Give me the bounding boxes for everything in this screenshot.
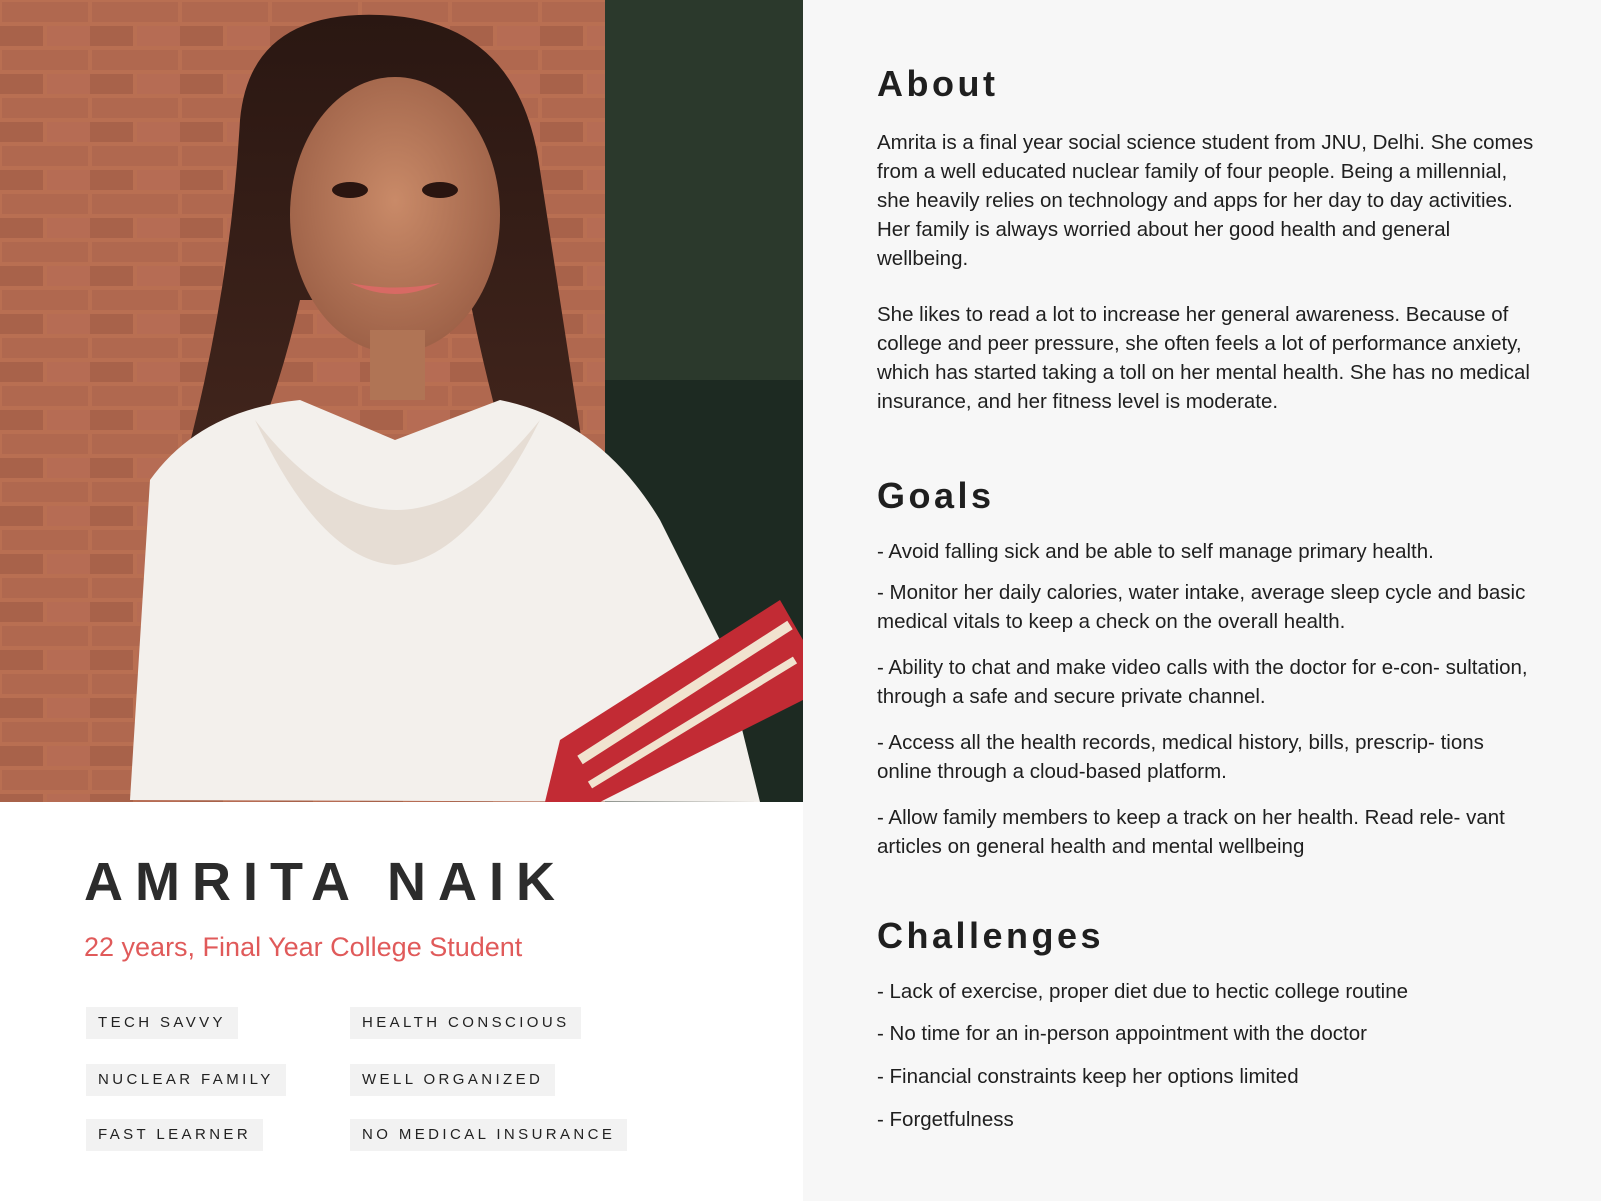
challenge-item: - Forgetfulness [877, 1108, 1014, 1131]
goal-item: - Allow family members to keep a track on her health. Read rele- vant articles on general health and mental wellbeing [877, 806, 1505, 858]
persona-subtitle: 22 years, Final Year College Student [84, 932, 523, 962]
about-paragraph: She likes to read a lot to increase her general awareness. Because of college and peer pressure, she often feels a lot of performance anxiety, which has started taking a toll on her mental health. She has no medical insurance, and her fitness level is moderate. [877, 303, 1530, 413]
challenge-item: - No time for an in-person appointment with the doctor [877, 1022, 1367, 1045]
challenges-heading: Challenges [877, 915, 1105, 956]
persona-photo [0, 0, 803, 802]
challenge-item: - Financial constraints keep her options limited [877, 1065, 1299, 1088]
goals-heading: Goals [877, 475, 995, 516]
persona-name: AMRITA NAIK [84, 852, 567, 912]
persona-tags [86, 1007, 686, 1167]
goal-item: - Access all the health records, medical history, bills, prescrip- tions online through a cloud-based platform. [877, 731, 1484, 783]
tag: WELL ORGANIZED [350, 1064, 555, 1096]
goal-item: - Avoid falling sick and be able to self manage primary health. [877, 540, 1434, 563]
tag: HEALTH CONSCIOUS [350, 1007, 581, 1039]
tag: TECH SAVVY [86, 1007, 238, 1039]
goal-item: - Ability to chat and make video calls with the doctor for e-con- sultation, through a safe and secure private channel. [877, 656, 1528, 708]
tag: NUCLEAR FAMILY [86, 1064, 286, 1096]
about-heading: About [877, 63, 999, 104]
about-paragraph: Amrita is a final year social science student from JNU, Delhi. She comes from a well educated nuclear family of four people. Being a millennial, she heavily relies on technology and apps for her day to day activities. Her family is always worried about her good health and general wellbeing. [877, 131, 1534, 270]
tag: FAST LEARNER [86, 1119, 263, 1151]
challenge-item: - Lack of exercise, proper diet due to hectic college routine [877, 980, 1409, 1003]
persona-details [803, 0, 1601, 1201]
goal-item: - Monitor her daily calories, water intake, average sleep cycle and basic medical vitals to keep a check on the overall health. [877, 581, 1526, 633]
tag: NO MEDICAL INSURANCE [350, 1119, 627, 1151]
